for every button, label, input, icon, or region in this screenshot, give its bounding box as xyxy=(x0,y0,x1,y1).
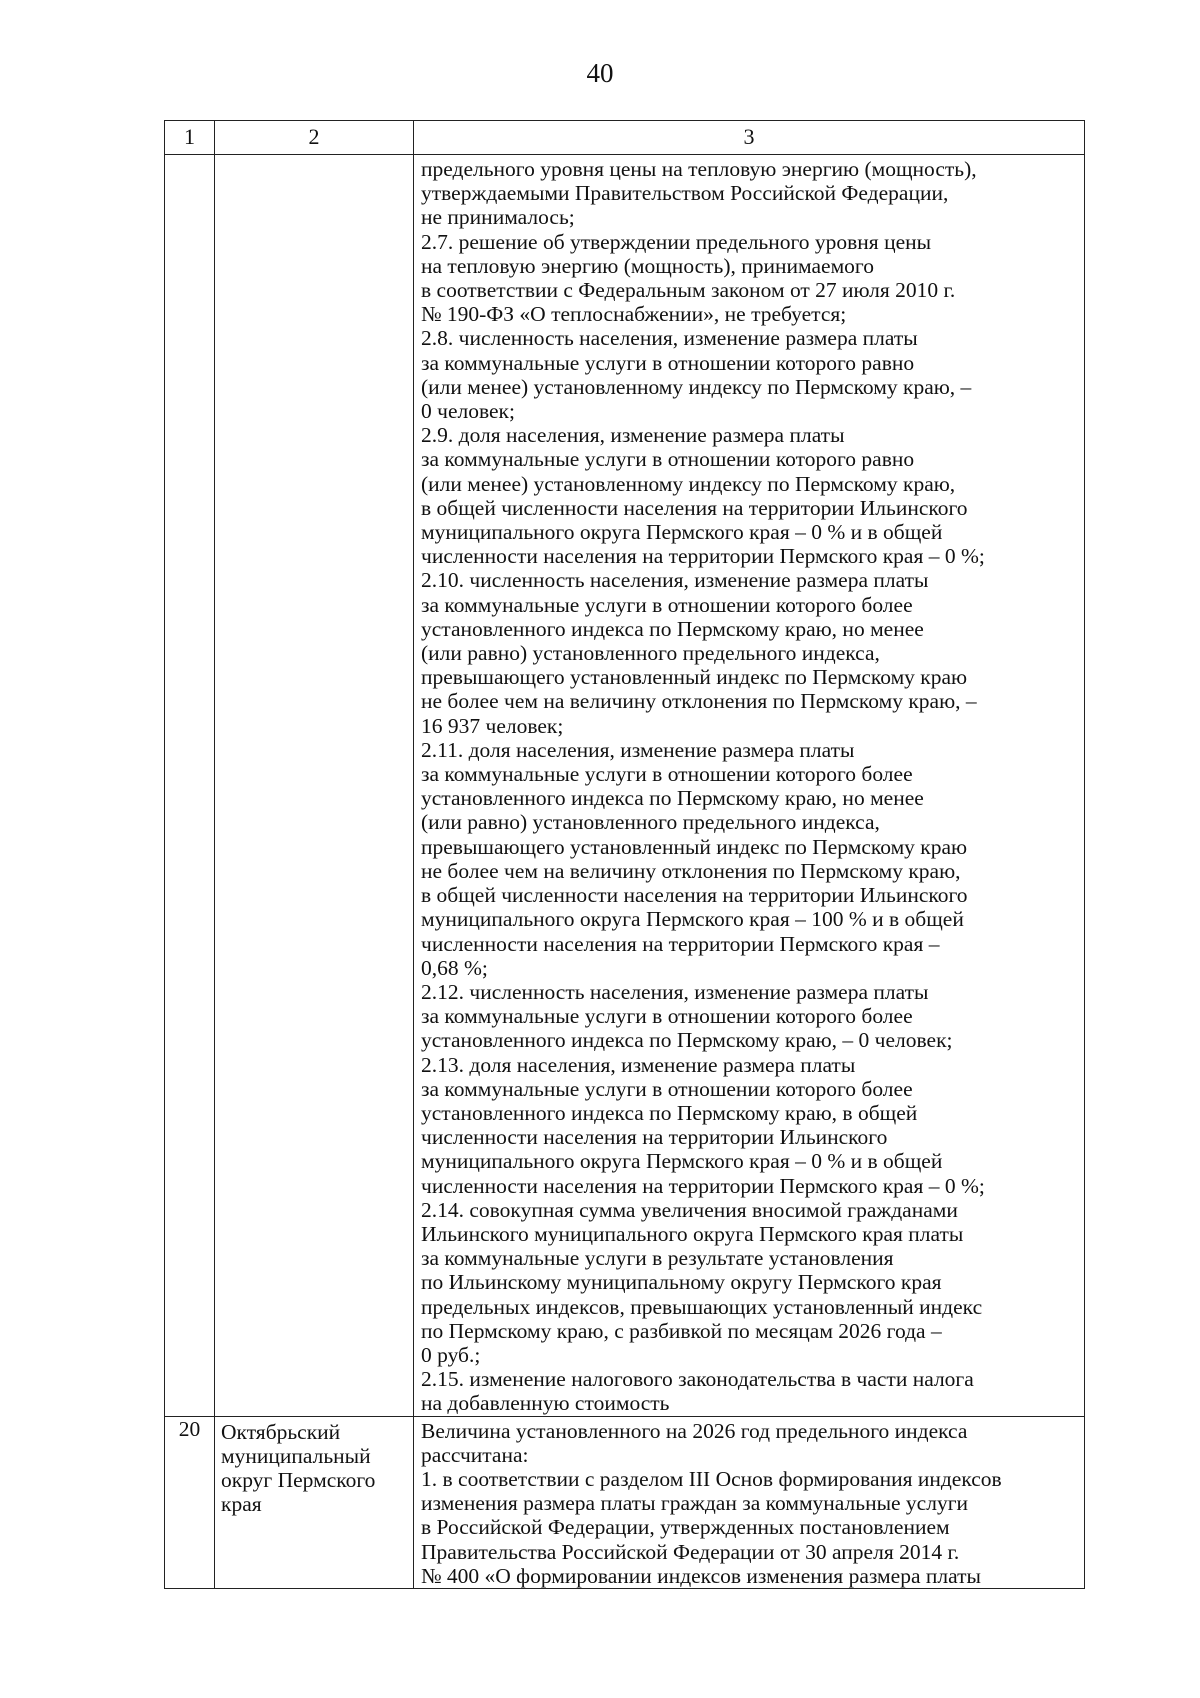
description-line: не более чем на величину отклонения по Пермскому краю, xyxy=(421,858,961,883)
description-line: установленного индекса по Пермскому краю, в общей xyxy=(421,1100,918,1125)
description-line: предельного уровня цены на тепловую энергию (мощность), xyxy=(421,157,977,181)
column-header-2: 2 xyxy=(215,121,414,155)
description-line: в общей численности населения на территории Ильинского xyxy=(421,883,968,908)
description-line: 2.15. изменение налогового законодательства в части налога xyxy=(421,1367,974,1392)
column-header-3: 3 xyxy=(414,121,1085,155)
description-line: за коммунальные услуги в отношении которого равно xyxy=(421,350,915,375)
description-line: за коммунальные услуги в отношении которого более xyxy=(421,762,913,787)
description-line: установленного индекса по Пермскому краю, но менее xyxy=(421,616,924,641)
description-line: за коммунальные услуги в отношении которого более xyxy=(421,592,913,617)
description-line: (или равно) установленного предельного индекса, xyxy=(421,810,880,835)
description-line: (или менее) установленному индексу по Пермскому краю, – xyxy=(421,374,972,399)
description-line: в соответствии с Федеральным законом от 27 июля 2010 г. xyxy=(421,278,956,303)
description-line: по Ильинскому муниципальному округу Пермского края xyxy=(421,1270,942,1295)
row-number xyxy=(165,155,215,1417)
description-line: не более чем на величину отклонения по Пермскому краю, – xyxy=(421,689,977,714)
description-line: превышающего установленный индекс по Пермскому краю xyxy=(421,665,968,690)
description-line: Правительства Российской Федерации от 30 апреля 2014 г. xyxy=(421,1539,960,1564)
description-line: численности населения на территории Пермского края – 0 %; xyxy=(421,544,985,569)
description-line: 2.12. численность населения, изменение размера платы xyxy=(421,979,929,1004)
description-line: 0,68 %; xyxy=(421,955,488,980)
table-row xyxy=(165,1416,1085,1588)
description-line: 0 человек; xyxy=(421,399,515,424)
municipality-name-line: Октябрьский xyxy=(221,1419,341,1444)
description-line: Величина установленного на 2026 год предельного индекса xyxy=(421,1418,968,1443)
description-line: по Пермскому краю, с разбивкой по месяцам 2026 года – xyxy=(421,1318,942,1343)
description-line: превышающего установленный индекс по Пермскому краю xyxy=(421,834,968,859)
municipality-name-line: округ Пермского xyxy=(221,1467,376,1492)
municipality-name-line: края xyxy=(221,1492,262,1517)
description-line: численности населения на территории Пермского края – xyxy=(421,931,940,956)
description-line: не принималось; xyxy=(421,205,575,230)
description-cell xyxy=(414,155,1085,1417)
description-line: за коммунальные услуги в результате установления xyxy=(421,1246,894,1271)
description-line: 2.11. доля населения, изменение размера платы xyxy=(421,737,855,762)
description-line: за коммунальные услуги в отношении которого равно xyxy=(421,447,915,472)
description-line: (или равно) установленного предельного индекса, xyxy=(421,641,880,666)
description-line: № 190-ФЗ «О теплоснабжении», не требуется; xyxy=(421,302,847,327)
description-line: 2.8. численность населения, изменение размера платы xyxy=(421,326,918,351)
table-header-row xyxy=(165,121,1085,155)
description-line: 2.9. доля населения, изменение размера платы xyxy=(421,423,845,448)
description-line: численности населения на территории Пермского края – 0 %; xyxy=(421,1173,985,1198)
municipality-cell xyxy=(215,155,414,1417)
description-line: установленного индекса по Пермскому краю, но менее xyxy=(421,786,924,811)
description-line: в общей численности населения на территории Ильинского xyxy=(421,495,968,520)
description-line: 2.10. численность населения, изменение размера платы xyxy=(421,568,929,593)
description-line: установленного индекса по Пермскому краю, – 0 человек; xyxy=(421,1028,953,1053)
description-line: утверждаемыми Правительством Российской Федерации, xyxy=(421,181,949,206)
description-line: за коммунальные услуги в отношении которого более xyxy=(421,1076,913,1101)
description-line: рассчитана: xyxy=(421,1442,529,1467)
description-line: 0 руб.; xyxy=(421,1342,481,1367)
description-line: № 400 «О формировании индексов изменения размера платы xyxy=(421,1563,981,1588)
description-line: численности населения на территории Ильинского xyxy=(421,1125,888,1150)
municipality-name-line: муниципальный xyxy=(221,1443,371,1468)
description-line: за коммунальные услуги в отношении которого более xyxy=(421,1004,913,1029)
description-line: изменения размера платы граждан за коммунальные услуги xyxy=(421,1491,969,1516)
description-line: Ильинского муниципального округа Пермского края платы xyxy=(421,1221,964,1246)
row-number: 20 xyxy=(165,1416,215,1588)
description-line: муниципального округа Пермского края – 100 % и в общей xyxy=(421,907,964,932)
column-header-1: 1 xyxy=(165,121,215,155)
description-line: 2.14. совокупная сумма увеличения вносимой гражданами xyxy=(421,1197,958,1222)
municipality-cell xyxy=(215,1416,414,1588)
table-row xyxy=(165,155,1085,1417)
description-line: муниципального округа Пермского края – 0 % и в общей xyxy=(421,1149,943,1174)
description-line: 16 937 человек; xyxy=(421,713,564,738)
description-line: на добавленную стоимость xyxy=(421,1391,670,1416)
description-line: муниципального округа Пермского края – 0 % и в общей xyxy=(421,520,943,545)
description-line: 1. в соответствии с разделом III Основ формирования индексов xyxy=(421,1466,1002,1491)
description-line: предельных индексов, превышающих установленный индекс xyxy=(421,1294,983,1319)
description-cell xyxy=(414,1416,1085,1588)
description-line: (или менее) установленному индексу по Пермскому краю, xyxy=(421,471,956,496)
description-line: на тепловую энергию (мощность), принимаемого xyxy=(421,253,874,278)
indices-table xyxy=(164,120,1085,1589)
page-number: 40 xyxy=(586,58,614,88)
description-line: 2.13. доля населения, изменение размера платы xyxy=(421,1052,856,1077)
description-line: в Российской Федерации, утвержденных постановлением xyxy=(421,1515,950,1540)
description-line: 2.7. решение об утверждении предельного уровня цены xyxy=(421,229,932,254)
